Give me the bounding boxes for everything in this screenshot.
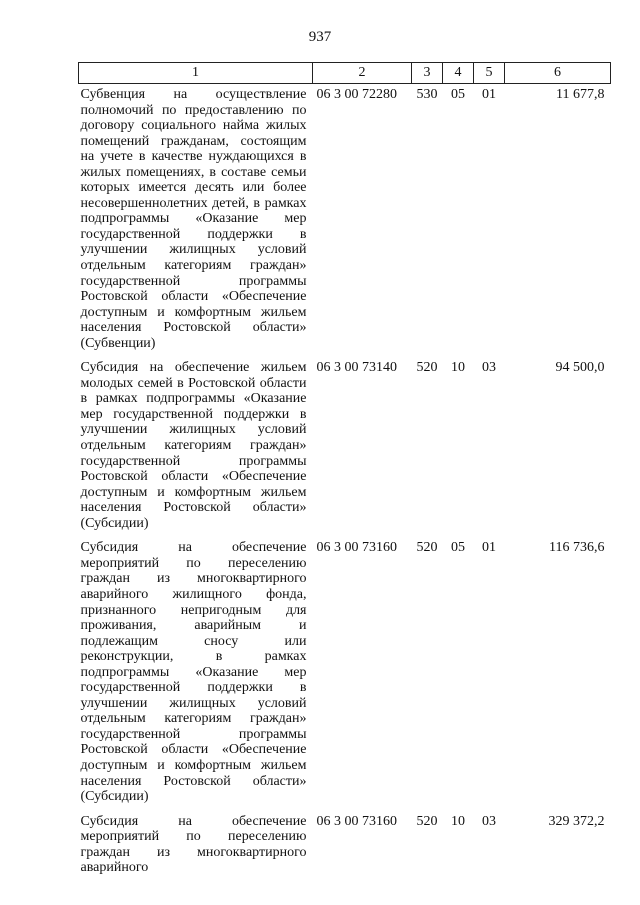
table-row <box>79 357 611 537</box>
page-number: 937 <box>308 29 332 45</box>
row-expense-type: 530 <box>416 87 438 102</box>
row-target-code: 06 3 00 73160 <box>316 540 397 556</box>
row-amount: 329 372,2 <box>548 813 605 829</box>
row-section: 10 <box>451 360 465 376</box>
row-amount: 116 736,6 <box>549 540 605 556</box>
column-header: 4 <box>443 63 474 84</box>
row-description: Субсидия на обеспечение мероприятий по переселению граждан из многоквартирного аварийного жилищного фонда, признанного непригодным для проживания, аварийным и подлежащим сносу или реконструкции, в рамках подпрограммы «Оказание мер государственной поддержки в улучшении жилищных условий отдельным категориям граждан» государственной программы Ростовской области «Обеспечение доступным и комфортным жильем населения Ростовской области» (Субсидии) <box>80 540 307 805</box>
row-section: 05 <box>451 540 465 556</box>
row-target-code: 06 3 00 72280 <box>316 87 397 102</box>
column-header: 1 <box>79 63 313 84</box>
budget-table <box>78 62 611 882</box>
row-description: Субсидия на обеспечение жильем молодых семей в Ростовской области в рамках подпрограммы «Оказание мер государственной поддержки в улучшении жилищных условий отдельным категориям граждан» государственной программы Ростовской области «Обеспечение доступным и комфортным жильем населения Ростовской области» (Субсидии) <box>80 360 307 531</box>
column-header: 3 <box>412 63 443 84</box>
table-row <box>79 537 611 810</box>
row-subsection: 01 <box>482 87 496 102</box>
row-subsection: 03 <box>482 813 496 829</box>
row-expense-type: 520 <box>416 360 438 376</box>
row-section: 10 <box>451 813 465 829</box>
row-expense-type: 520 <box>416 540 438 556</box>
row-amount: 11 677,8 <box>556 87 605 102</box>
row-subsection: 01 <box>482 540 496 556</box>
column-header: 2 <box>313 63 412 84</box>
row-description: Субсидия на обеспечение мероприятий по переселению граждан из многоквартирного аварийного <box>80 813 307 876</box>
row-description: Субвенция на осуществление полномочий по предоставлению по договору социального найма жилых помещений гражданам, состоящим на учете в качестве нуждающихся в жилых помещениях, в составе семьи которых имеется десять или более несовершеннолетних детей, в рамках подпрограммы «Оказание мер государственной поддержки в улучшении жилищных условий отдельным категориям граждан» государственной программы Ростовской области «Обеспечение доступным и комфортным жильем населения Ростовской области» (Субвенции) <box>80 87 307 351</box>
row-subsection: 03 <box>482 360 496 376</box>
table-row <box>79 84 611 358</box>
column-header: 6 <box>505 63 611 84</box>
column-header: 5 <box>474 63 505 84</box>
row-section: 05 <box>451 87 465 102</box>
header-row <box>79 63 611 84</box>
row-expense-type: 520 <box>416 813 438 829</box>
row-target-code: 06 3 00 73140 <box>316 360 397 376</box>
row-target-code: 06 3 00 73160 <box>316 813 397 829</box>
row-amount: 94 500,0 <box>555 360 605 376</box>
table-row <box>79 811 611 882</box>
